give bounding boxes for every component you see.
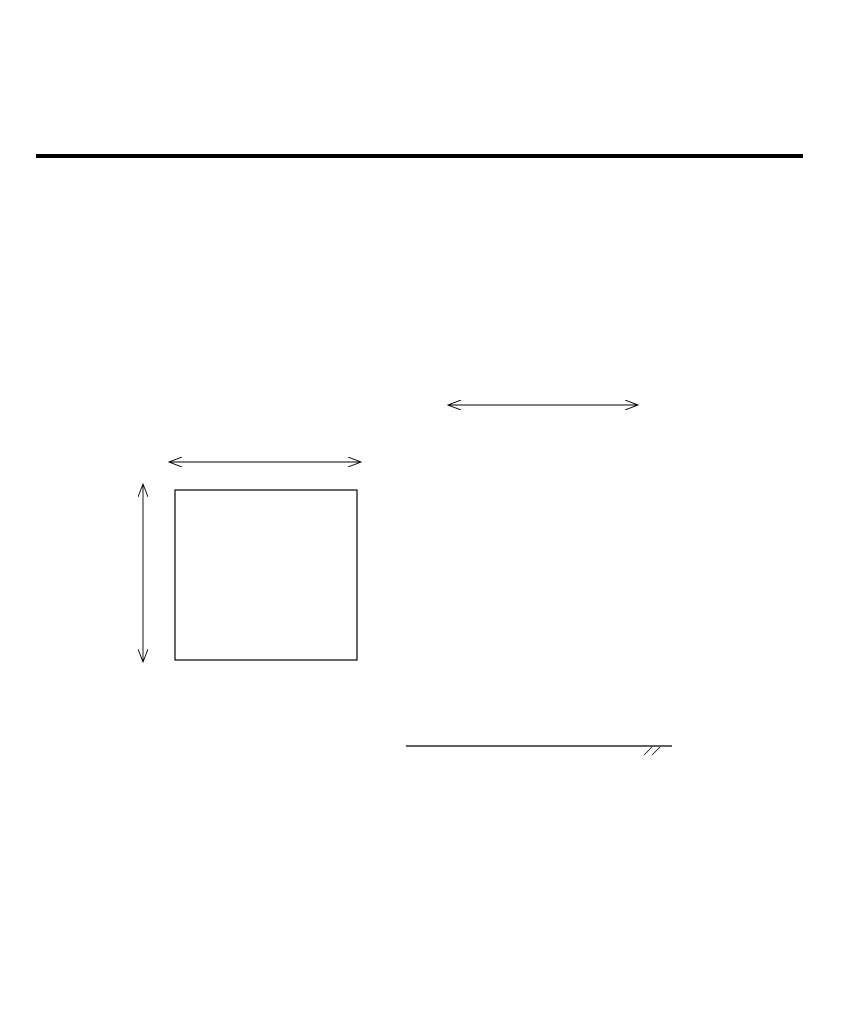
ground-hatch [652,747,660,755]
ground-hatch [644,747,652,755]
elevation-view [406,405,672,755]
plan-outline [175,490,357,660]
plan-view [143,462,361,662]
